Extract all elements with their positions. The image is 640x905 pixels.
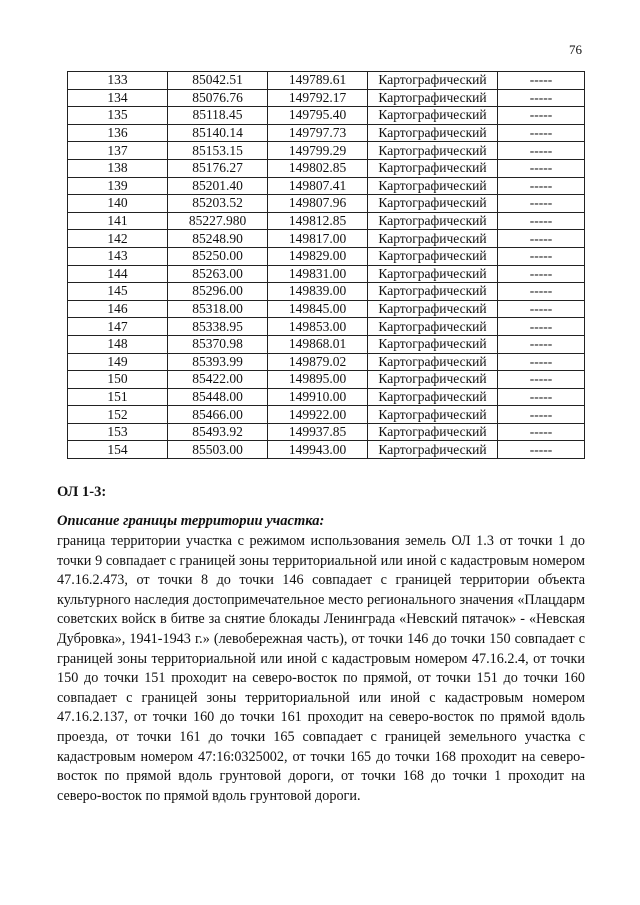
accuracy-cell: -----: [498, 212, 585, 230]
point-number-cell: 139: [68, 177, 168, 195]
point-number-cell: 135: [68, 107, 168, 125]
accuracy-cell: -----: [498, 283, 585, 301]
point-number-cell: 147: [68, 318, 168, 336]
method-cell: Картографический: [368, 72, 498, 90]
x-coordinate-cell: 85118.45: [168, 107, 268, 125]
table-row: [68, 72, 585, 90]
table-row: [68, 89, 585, 107]
table-row: [68, 230, 585, 248]
description-heading: Описание границы территории участка:: [57, 513, 325, 529]
method-cell: Картографический: [368, 283, 498, 301]
table-row: [68, 247, 585, 265]
point-number-cell: 138: [68, 159, 168, 177]
point-number-cell: 151: [68, 388, 168, 406]
accuracy-cell: -----: [498, 388, 585, 406]
table-row: [68, 265, 585, 283]
x-coordinate-cell: 85393.99: [168, 353, 268, 371]
y-coordinate-cell: 149802.85: [268, 159, 368, 177]
x-coordinate-cell: 85493.92: [168, 423, 268, 441]
y-coordinate-cell: 149868.01: [268, 335, 368, 353]
y-coordinate-cell: 149839.00: [268, 283, 368, 301]
x-coordinate-cell: 85153.15: [168, 142, 268, 160]
point-number-cell: 141: [68, 212, 168, 230]
table-row: [68, 371, 585, 389]
method-cell: Картографический: [368, 388, 498, 406]
y-coordinate-cell: 149797.73: [268, 124, 368, 142]
point-number-cell: 145: [68, 283, 168, 301]
table-row: [68, 212, 585, 230]
accuracy-cell: -----: [498, 423, 585, 441]
method-cell: Картографический: [368, 142, 498, 160]
description-body: граница территории участка с режимом использования земель ОЛ 1.3 от точки 1 до точки 9 совпадает с границей зоны территориальной или иной с кадастровым номером 47.16.2.473, от точки 8 до точки 146 совпадает с границей территории объекта культурного наследия достопримечательное место регионального значения «Плацдарм советских войск в битве за снятие блокады Ленинграда «Невский пятачок» - «Невская Дубровка», 1941-1943 г.» (левобережная часть), от точки 146 до точки 150 совпадает с границей зоны территориальной или иной с кадастровым номером 47.16.2.4, от точки 150 до точки 151 проходит на северо-восток по прямой, от точки 151 до точки 160 совпадает с границей зоны территориальной или иной с кадастровым номером 47.16.2.137, от точки 160 до точки 161 проходит на северо-восток по прямой вдоль проезда, от точки 161 до точки 165 совпадает с границей земельного участка с кадастровым номером 47:16:0325002, от точки 165 до точки 168 проходит на северо-восток по прямой вдоль грунтовой дороги, от точки 168 до точки 1 проходит на северо-восток по прямой вдоль грунтовой дороги.: [57, 533, 585, 804]
x-coordinate-cell: 85466.00: [168, 406, 268, 424]
x-coordinate-cell: 85201.40: [168, 177, 268, 195]
accuracy-cell: -----: [498, 441, 585, 459]
accuracy-cell: -----: [498, 247, 585, 265]
table-row: [68, 283, 585, 301]
point-number-cell: 133: [68, 72, 168, 90]
method-cell: Картографический: [368, 195, 498, 213]
x-coordinate-cell: 85503.00: [168, 441, 268, 459]
coordinates-table-body: [68, 72, 585, 459]
x-coordinate-cell: 85296.00: [168, 283, 268, 301]
x-coordinate-cell: 85227.980: [168, 212, 268, 230]
x-coordinate-cell: 85448.00: [168, 388, 268, 406]
y-coordinate-cell: 149853.00: [268, 318, 368, 336]
point-number-cell: 142: [68, 230, 168, 248]
accuracy-cell: -----: [498, 300, 585, 318]
point-number-cell: 136: [68, 124, 168, 142]
method-cell: Картографический: [368, 423, 498, 441]
point-number-cell: 140: [68, 195, 168, 213]
section-title: ОЛ 1-3:: [57, 484, 107, 500]
method-cell: Картографический: [368, 371, 498, 389]
y-coordinate-cell: 149922.00: [268, 406, 368, 424]
method-cell: Картографический: [368, 230, 498, 248]
y-coordinate-cell: 149937.85: [268, 423, 368, 441]
y-coordinate-cell: 149807.96: [268, 195, 368, 213]
point-number-cell: 148: [68, 335, 168, 353]
table-row: [68, 142, 585, 160]
x-coordinate-cell: 85248.90: [168, 230, 268, 248]
x-coordinate-cell: 85250.00: [168, 247, 268, 265]
x-coordinate-cell: 85422.00: [168, 371, 268, 389]
table-row: [68, 441, 585, 459]
accuracy-cell: -----: [498, 353, 585, 371]
accuracy-cell: -----: [498, 265, 585, 283]
x-coordinate-cell: 85318.00: [168, 300, 268, 318]
y-coordinate-cell: 149792.17: [268, 89, 368, 107]
table-row: [68, 318, 585, 336]
accuracy-cell: -----: [498, 142, 585, 160]
accuracy-cell: -----: [498, 406, 585, 424]
method-cell: Картографический: [368, 441, 498, 459]
x-coordinate-cell: 85338.95: [168, 318, 268, 336]
y-coordinate-cell: 149943.00: [268, 441, 368, 459]
y-coordinate-cell: 149807.41: [268, 177, 368, 195]
table-row: [68, 159, 585, 177]
accuracy-cell: -----: [498, 371, 585, 389]
point-number-cell: 146: [68, 300, 168, 318]
table-row: [68, 195, 585, 213]
table-row: [68, 107, 585, 125]
accuracy-cell: -----: [498, 107, 585, 125]
point-number-cell: 152: [68, 406, 168, 424]
accuracy-cell: -----: [498, 89, 585, 107]
point-number-cell: 149: [68, 353, 168, 371]
method-cell: Картографический: [368, 406, 498, 424]
point-number-cell: 143: [68, 247, 168, 265]
y-coordinate-cell: 149812.85: [268, 212, 368, 230]
table-row: [68, 300, 585, 318]
point-number-cell: 134: [68, 89, 168, 107]
point-number-cell: 144: [68, 265, 168, 283]
method-cell: Картографический: [368, 124, 498, 142]
table-row: [68, 353, 585, 371]
y-coordinate-cell: 149829.00: [268, 247, 368, 265]
method-cell: Картографический: [368, 177, 498, 195]
method-cell: Картографический: [368, 353, 498, 371]
method-cell: Картографический: [368, 318, 498, 336]
x-coordinate-cell: 85176.27: [168, 159, 268, 177]
method-cell: Картографический: [368, 212, 498, 230]
y-coordinate-cell: 149799.29: [268, 142, 368, 160]
y-coordinate-cell: 149895.00: [268, 371, 368, 389]
x-coordinate-cell: 85076.76: [168, 89, 268, 107]
accuracy-cell: -----: [498, 177, 585, 195]
page-number: 76: [569, 42, 582, 57]
accuracy-cell: -----: [498, 124, 585, 142]
y-coordinate-cell: 149879.02: [268, 353, 368, 371]
y-coordinate-cell: 149817.00: [268, 230, 368, 248]
accuracy-cell: -----: [498, 318, 585, 336]
point-number-cell: 154: [68, 441, 168, 459]
table-row: [68, 388, 585, 406]
y-coordinate-cell: 149795.40: [268, 107, 368, 125]
method-cell: Картографический: [368, 159, 498, 177]
table-row: [68, 335, 585, 353]
table-row: [68, 406, 585, 424]
method-cell: Картографический: [368, 89, 498, 107]
x-coordinate-cell: 85140.14: [168, 124, 268, 142]
x-coordinate-cell: 85370.98: [168, 335, 268, 353]
x-coordinate-cell: 85263.00: [168, 265, 268, 283]
y-coordinate-cell: 149845.00: [268, 300, 368, 318]
method-cell: Картографический: [368, 335, 498, 353]
coordinates-table: [67, 71, 585, 459]
point-number-cell: 137: [68, 142, 168, 160]
y-coordinate-cell: 149831.00: [268, 265, 368, 283]
y-coordinate-cell: 149910.00: [268, 388, 368, 406]
method-cell: Картографический: [368, 107, 498, 125]
accuracy-cell: -----: [498, 72, 585, 90]
method-cell: Картографический: [368, 265, 498, 283]
y-coordinate-cell: 149789.61: [268, 72, 368, 90]
accuracy-cell: -----: [498, 335, 585, 353]
point-number-cell: 153: [68, 423, 168, 441]
accuracy-cell: -----: [498, 195, 585, 213]
method-cell: Картографический: [368, 247, 498, 265]
accuracy-cell: -----: [498, 159, 585, 177]
table-row: [68, 124, 585, 142]
method-cell: Картографический: [368, 300, 498, 318]
table-row: [68, 423, 585, 441]
accuracy-cell: -----: [498, 230, 585, 248]
point-number-cell: 150: [68, 371, 168, 389]
x-coordinate-cell: 85203.52: [168, 195, 268, 213]
table-row: [68, 177, 585, 195]
x-coordinate-cell: 85042.51: [168, 72, 268, 90]
